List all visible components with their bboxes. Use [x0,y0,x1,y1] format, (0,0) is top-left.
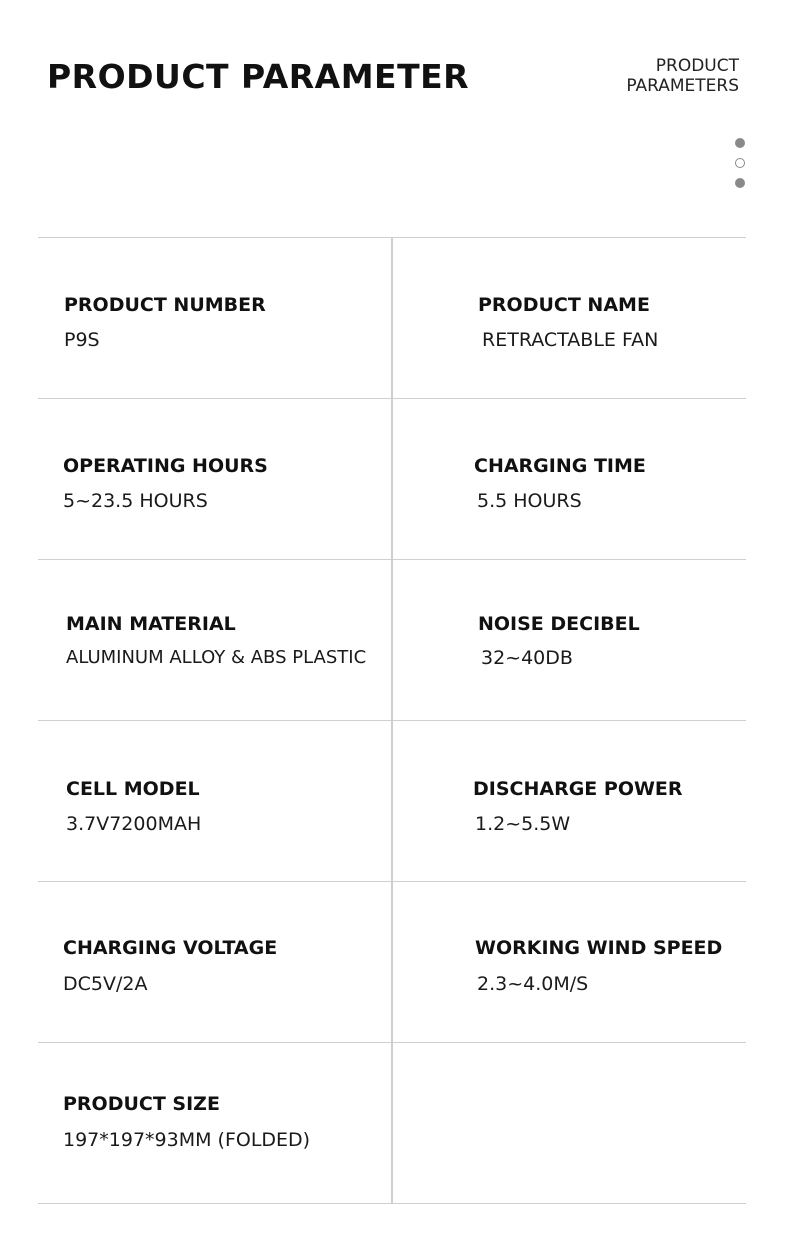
param-label: PRODUCT NUMBER [64,294,266,316]
param-label: CELL MODEL [66,778,200,800]
dot-icon [735,138,745,148]
param-working-wind-speed [393,882,746,1042]
param-label: CHARGING TIME [474,455,646,477]
param-charging-voltage [38,882,390,1042]
param-value: P9S [64,329,100,351]
param-label: PRODUCT NAME [478,294,650,316]
param-product-size [38,1043,390,1203]
param-value: 5.5 HOURS [477,490,582,512]
param-noise-decibel [393,560,746,720]
param-value: 32~40DB [481,647,573,669]
dot-icon [735,178,745,188]
param-product-number [38,238,390,398]
parameter-row [38,882,746,1043]
param-label: NOISE DECIBEL [478,613,640,635]
param-operating-hours [38,399,390,559]
page-subtitle [626,56,739,96]
param-charging-time [393,399,746,559]
parameter-row [38,238,746,399]
subtitle-line-2: PARAMETERS [626,76,739,96]
param-discharge-power [393,721,746,881]
param-value: 5~23.5 HOURS [63,490,208,512]
param-value: 3.7V7200MAH [66,813,202,835]
param-label: WORKING WIND SPEED [475,937,723,959]
param-label: DISCHARGE POWER [473,778,683,800]
param-value: DC5V/2A [63,973,148,995]
param-value: ALUMINUM ALLOY & ABS PLASTIC [66,647,367,668]
param-value: 2.3~4.0M/S [477,973,589,995]
parameter-row [38,1043,746,1204]
param-value: 197*197*93MM (FOLDED) [63,1129,311,1151]
param-cell-model [38,721,390,881]
param-value: RETRACTABLE FAN [482,329,659,351]
param-product-name [393,238,746,398]
param-label: MAIN MATERIAL [66,613,236,635]
parameter-row [38,399,746,560]
page-title: PRODUCT PARAMETER [47,57,470,96]
param-label: CHARGING VOLTAGE [63,937,278,959]
ring-icon [735,158,745,168]
subtitle-line-1: PRODUCT [655,56,739,76]
param-value: 1.2~5.5W [475,813,571,835]
parameter-row [38,560,746,721]
param-label: PRODUCT SIZE [63,1093,220,1115]
param-empty-cell [393,1043,746,1203]
param-label: OPERATING HOURS [63,455,268,477]
decorative-dots [735,138,745,198]
parameter-table [38,237,746,1204]
param-main-material [38,560,390,720]
parameter-row [38,721,746,882]
